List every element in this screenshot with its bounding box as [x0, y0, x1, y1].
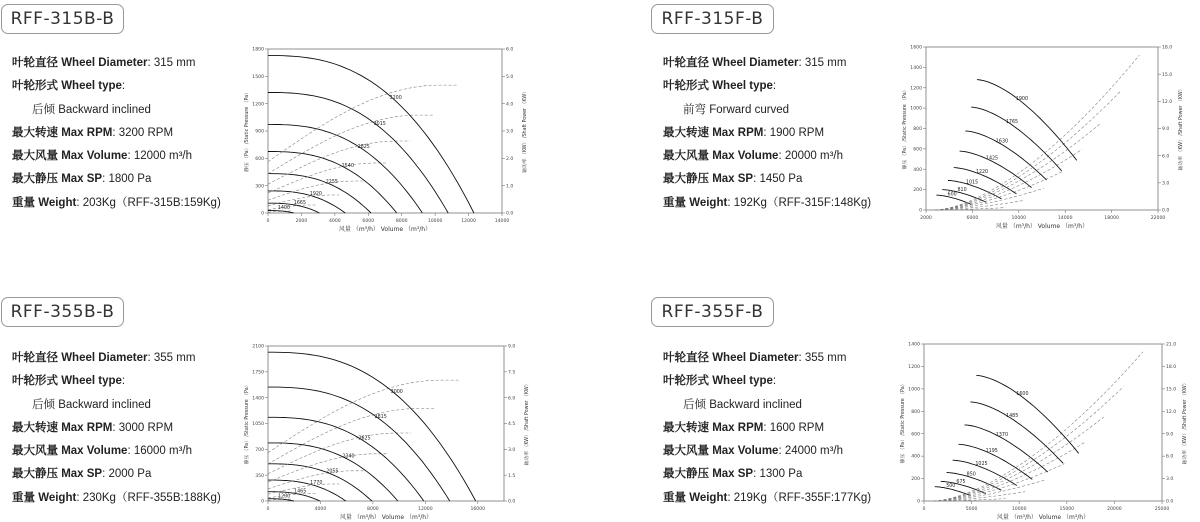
pressure-curve-1485 [970, 402, 1063, 463]
pressure-curve-1900 [977, 80, 1077, 161]
spec-value-max-rpm: 1900 RPM [769, 126, 825, 139]
curve-label-1015: 1015 [965, 180, 979, 186]
spec-label-max-volume: 最大风量 Max Volume [12, 445, 128, 458]
x-axis-title: 风量 （m³/h） Volume （m³/h） [996, 514, 1090, 521]
y-tick-label: 0 [261, 211, 264, 217]
spec-label-max-volume: 最大风量 Max Volume [12, 150, 128, 163]
spec-wheel-type: 叶轮形式 Wheel type: [663, 375, 777, 388]
power-curve-675 [934, 492, 1026, 501]
y2-tick-label: 1.5 [508, 473, 516, 479]
curve-label-2825: 2825 [357, 144, 370, 150]
x-tick-label: 10000 [1011, 507, 1027, 512]
spec-label-max-rpm: 最大转速 Max RPM [663, 421, 764, 434]
spec-value-wheel-type: 前弯 Forward curved [683, 103, 790, 116]
y2-tick-label: 0.0 [1162, 208, 1170, 214]
y-tick-label: 1600 [910, 45, 922, 51]
curve-label-3200: 3200 [389, 95, 402, 101]
curve-label-675: 675 [956, 479, 966, 485]
curve-label-1485: 1485 [1006, 414, 1019, 420]
spec-label-diameter: 叶轮直径 Wheel Diameter [663, 352, 799, 364]
curve-label-1920: 1920 [309, 192, 322, 198]
spec-diameter: 叶轮直径 Wheel Diameter: 315 mm [12, 57, 196, 69]
x-tick-label: 10000 [427, 219, 443, 224]
y-tick-label: 600 [911, 432, 920, 438]
y-tick-label: 800 [913, 127, 922, 133]
y-tick-label: 1050 [252, 422, 264, 428]
spec-label-max-sp: 最大静压 Max SP [12, 468, 103, 481]
curve-label-1765: 1765 [1005, 119, 1019, 125]
y2-tick-label: 15.0 [1166, 387, 1177, 393]
power-curve-1465 [268, 493, 316, 498]
pressure-curve-1765 [971, 107, 1061, 171]
curve-label-1200: 1200 [277, 494, 291, 500]
spec-label-max-sp: 最大静压 Max SP [12, 173, 103, 186]
spec-list [12, 347, 221, 510]
y-tick-label: 0 [261, 499, 264, 505]
spec-label-weight: 重量 Weight [663, 491, 728, 504]
curve-label-1600: 1600 [1016, 392, 1029, 398]
power-curve-850 [934, 480, 1045, 501]
y2-tick-label: 9.0 [1166, 432, 1174, 438]
y-axis-title: 静压 （Pa） /Static Pressure （Pa） [903, 87, 908, 170]
spec-wheel-type: 叶轮形式 Wheel type: [663, 80, 777, 93]
y2-tick-label: 9.0 [508, 344, 516, 350]
performance-chart [240, 40, 540, 235]
spec-label-diameter: 叶轮直径 Wheel Diameter [12, 352, 148, 364]
x-tick-label: 4000 [329, 219, 341, 224]
x-tick-label: 6000 [966, 216, 979, 221]
spec-value-diameter: 355 mm [153, 352, 196, 364]
y-tick-label: 1000 [908, 387, 920, 393]
curve-label-1630: 1630 [995, 139, 1009, 145]
spec-max-rpm: 最大转速 Max RPM: 3000 RPM [12, 421, 174, 434]
spec-label-wheel-type: 叶轮形式 Wheel type [663, 80, 773, 93]
spec-value-max-volume: 20000 m³/h [784, 150, 844, 163]
y2-tick-label: 4.5 [508, 422, 516, 428]
spec-max-volume: 最大风量 Max Volume: 24000 m³/h [663, 445, 844, 458]
power-curve-3000 [268, 380, 459, 453]
spec-weight: 重量 Weight: 230Kg（RFF-355B:188Kg) [12, 491, 221, 504]
fan-panel-rff-315f-b [600, 0, 1200, 261]
spec-weight: 重量 Weight: 203Kg（RFF-315B:159Kg) [12, 196, 221, 209]
y2-tick-label: 3.0 [506, 129, 514, 135]
spec-value-max-sp: 1800 Pa [108, 173, 152, 186]
spec-value-max-volume: 24000 m³/h [784, 445, 844, 458]
x-tick-label: 6000 [362, 219, 375, 224]
y2-tick-label: 6.0 [1166, 454, 1174, 460]
y-axis-title: 静压 （Pa） /Static Pressure （Pa） [245, 382, 250, 465]
spec-label-wheel-type: 叶轮形式 Wheel type [12, 375, 122, 388]
y-tick-label: 1800 [252, 47, 264, 53]
spec-max-sp: 最大静压 Max SP: 1300 Pa [663, 468, 803, 481]
y-tick-label: 350 [255, 473, 264, 479]
power-curve-1665 [268, 205, 315, 210]
spec-label-max-rpm: 最大转速 Max RPM [663, 126, 764, 139]
x-tick-label: 14000 [494, 219, 510, 224]
spec-max-volume: 最大风量 Max Volume: 12000 m³/h [12, 150, 193, 163]
curve-label-2340: 2340 [342, 454, 355, 460]
spec-label-max-sp: 最大静压 Max SP [663, 173, 754, 186]
curve-label-1400: 1400 [277, 206, 291, 212]
x-tick-label: 25000 [1154, 507, 1170, 512]
y2-tick-label: 2.0 [506, 156, 514, 162]
y-tick-label: 1200 [252, 102, 264, 108]
curve-label-2625: 2625 [358, 436, 371, 442]
curve-label-500: 500 [946, 484, 956, 490]
model-title: RFF-315B-B [1, 4, 124, 34]
power-curve-1600 [934, 352, 1144, 501]
curve-label-1195: 1195 [985, 449, 998, 455]
y2-tick-label: 0.0 [506, 211, 514, 217]
spec-label-max-rpm: 最大转速 Max RPM [12, 126, 113, 139]
pressure-curve-3200 [268, 56, 474, 213]
power-curve-2625 [268, 433, 411, 474]
y-tick-label: 600 [255, 156, 264, 162]
spec-value-max-rpm: 1600 RPM [769, 421, 825, 434]
x-tick-label: 18000 [1104, 216, 1119, 221]
spec-label-max-volume: 最大风量 Max Volume [663, 150, 779, 163]
power-curve-1900 [935, 55, 1139, 210]
spec-value-diameter: 355 mm [804, 352, 847, 364]
spec-list [12, 52, 221, 215]
spec-max-volume: 最大风量 Max Volume: 20000 m³/h [663, 150, 844, 163]
spec-diameter: 叶轮直径 Wheel Diameter: 315 mm [663, 57, 847, 69]
y2-tick-label: 9.0 [1162, 127, 1170, 133]
y-tick-label: 800 [911, 409, 920, 415]
plot-frame [924, 344, 1162, 501]
spec-max-rpm: 最大转速 Max RPM: 3200 RPM [12, 126, 174, 139]
y2-tick-label: 4.0 [506, 102, 514, 108]
x-axis-title: 风量 （m³/h） Volume （m³/h） [339, 514, 433, 521]
curve-label-1425: 1425 [985, 156, 999, 162]
spec-value-max-sp: 1450 Pa [759, 173, 803, 186]
x-tick-label: 2000 [295, 219, 308, 224]
fan-panel-rff-315b-b [0, 0, 600, 261]
y-axis-title: 静压 （Pa） /Static Pressure （Pa） [245, 90, 250, 172]
y-tick-label: 1200 [908, 365, 920, 371]
x-tick-label: 16000 [470, 507, 486, 512]
curve-label-600: 600 [947, 192, 957, 198]
y-tick-label: 700 [255, 447, 264, 453]
spec-diameter: 叶轮直径 Wheel Diameter: 355 mm [663, 352, 847, 364]
y-tick-label: 200 [911, 477, 920, 483]
pressure-curve-3000 [268, 352, 476, 501]
spec-wheel-type: 叶轮形式 Wheel type: [12, 80, 126, 93]
y2-tick-label: 0.0 [508, 499, 516, 505]
x-tick-label: 14000 [1057, 216, 1073, 221]
x-tick-label: 8000 [367, 507, 379, 512]
y-axis-title: 静压 （Pa） /Static Pressure （Pa） [901, 381, 906, 464]
spec-max-sp: 最大静压 Max SP: 1800 Pa [12, 173, 152, 186]
y-tick-label: 600 [913, 147, 922, 153]
y2-axis-title: 轴功率 （KW） /Shaft Power （KW） [523, 89, 528, 173]
spec-label-weight: 重量 Weight [663, 196, 728, 209]
y2-axis-title: 轴功率 （KW） /Shaft Power （KW） [525, 381, 530, 466]
fan-panel-rff-355b-b [0, 261, 600, 522]
spec-max-volume: 最大风量 Max Volume: 16000 m³/h [12, 445, 193, 458]
curve-label-1370: 1370 [995, 433, 1009, 439]
y-tick-label: 1200 [910, 86, 922, 92]
spec-value-max-rpm: 3200 RPM [118, 126, 174, 139]
x-tick-label: 22000 [1150, 216, 1166, 221]
spec-value-wheel-type: 后倾 Backward inclined [32, 398, 151, 411]
y2-tick-label: 7.5 [508, 370, 516, 376]
power-curve-2540 [268, 163, 386, 193]
y-tick-label: 1400 [910, 65, 922, 71]
y2-axis-title: 轴功率 （KW） /Shaft Power （KW） [1183, 380, 1188, 465]
y-tick-label: 400 [913, 167, 922, 173]
curve-label-2255: 2255 [325, 179, 338, 185]
spec-max-sp: 最大静压 Max SP: 1450 Pa [663, 173, 803, 186]
y2-tick-label: 12.0 [1162, 99, 1173, 105]
spec-label-max-sp: 最大静压 Max SP [663, 468, 754, 481]
x-axis-title: 风量 （m³/h） Volume （m³/h） [338, 226, 432, 233]
y2-tick-label: 3.0 [508, 447, 516, 453]
spec-value-weight: 203Kg（RFF-315B:159Kg) [82, 196, 221, 209]
y-tick-label: 1750 [252, 370, 264, 376]
curve-label-1665: 1665 [293, 200, 307, 206]
spec-value-diameter: 315 mm [153, 57, 196, 69]
y2-tick-label: 12.0 [1166, 409, 1177, 415]
spec-value-wheel-type: 后倾 Backward inclined [683, 398, 802, 411]
x-tick-label: 12000 [461, 219, 476, 224]
x-axis-title: 风量 （m³/h） Volume （m³/h） [995, 223, 1089, 230]
y2-axis-title: 轴功率 （KW） /Shaft Power （KW） [1179, 86, 1184, 171]
y2-tick-label: 0.0 [1166, 499, 1174, 505]
spec-label-wheel-type: 叶轮形式 Wheel type [12, 80, 122, 93]
performance-chart [240, 337, 542, 522]
spec-list [663, 347, 871, 510]
y2-tick-label: 5.0 [506, 74, 514, 80]
performance-chart [896, 335, 1200, 522]
curve-label-1900: 1900 [1015, 97, 1029, 103]
y-tick-label: 0 [919, 208, 922, 214]
model-title: RFF-355B-B [1, 297, 124, 327]
y2-tick-label: 6.0 [1162, 154, 1170, 160]
spec-label-max-volume: 最大风量 Max Volume [663, 445, 779, 458]
power-curve-2825 [268, 141, 410, 184]
power-curve-2340 [268, 454, 387, 482]
spec-value-max-sp: 2000 Pa [108, 468, 152, 481]
pressure-curve-1600 [976, 375, 1078, 453]
spec-value-diameter: 315 mm [804, 57, 847, 69]
spec-value-weight: 230Kg（RFF-355B:188Kg) [82, 491, 221, 504]
spec-label-max-rpm: 最大转速 Max RPM [12, 421, 113, 434]
fan-panel-rff-355f-b [600, 261, 1200, 522]
y-tick-label: 1500 [252, 74, 264, 80]
x-tick-label: 4000 [314, 507, 327, 512]
y-tick-label: 900 [255, 129, 264, 135]
spec-max-sp: 最大静压 Max SP: 2000 Pa [12, 468, 152, 481]
model-title: RFF-315F-B [651, 4, 774, 34]
plot-frame [268, 49, 502, 213]
x-tick-label: 15000 [1059, 507, 1075, 512]
model-title: RFF-355F-B [651, 297, 774, 327]
x-tick-label: 2000 [920, 216, 932, 221]
spec-label-diameter: 叶轮直径 Wheel Diameter [12, 57, 148, 69]
y2-tick-label: 15.0 [1162, 72, 1173, 78]
y-tick-label: 1000 [910, 106, 922, 112]
y-tick-label: 200 [913, 188, 922, 194]
curve-label-2540: 2540 [341, 164, 354, 170]
y-tick-label: 2100 [252, 344, 264, 350]
plot-frame [268, 346, 504, 501]
spec-label-wheel-type: 叶轮形式 Wheel type [663, 375, 773, 388]
spec-weight: 重量 Weight: 219Kg（RFF-355F:177Kg) [663, 491, 872, 504]
spec-value-max-volume: 16000 m³/h [133, 445, 193, 458]
x-tick-label: 0 [266, 219, 270, 224]
power-curve-1370 [934, 417, 1104, 501]
performance-chart [898, 38, 1196, 232]
curve-label-1465: 1465 [294, 489, 307, 495]
y2-tick-label: 18.0 [1166, 365, 1177, 371]
spec-max-rpm: 最大转速 Max RPM: 1600 RPM [663, 421, 825, 434]
power-curve-1630 [935, 123, 1101, 210]
y-tick-label: 300 [255, 184, 264, 190]
y2-tick-label: 21.0 [1166, 342, 1177, 348]
spec-label-diameter: 叶轮直径 Wheel Diameter [663, 57, 799, 69]
curve-label-2815: 2815 [374, 414, 387, 420]
spec-value-max-sp: 1300 Pa [759, 468, 803, 481]
x-tick-label: 10000 [1011, 216, 1027, 221]
curve-label-810: 810 [957, 188, 967, 194]
x-tick-label: 0 [922, 507, 926, 512]
x-tick-label: 0 [266, 507, 270, 512]
spec-value-max-volume: 12000 m³/h [133, 150, 193, 163]
curve-label-3000: 3000 [390, 390, 403, 396]
y2-tick-label: 18.0 [1162, 45, 1173, 51]
y-tick-label: 400 [911, 454, 920, 460]
plot-frame [926, 47, 1158, 210]
power-curve-810 [935, 200, 1024, 210]
spec-value-weight: 192Kg（RFF-315F:148Kg) [733, 196, 872, 209]
y2-tick-label: 1.0 [506, 184, 514, 190]
curve-label-1220: 1220 [975, 169, 989, 175]
y2-tick-label: 6.0 [508, 396, 516, 402]
y-tick-label: 1400 [908, 342, 920, 348]
spec-label-weight: 重量 Weight [12, 196, 77, 209]
spec-wheel-type: 叶轮形式 Wheel type: [12, 375, 126, 388]
curve-label-3015: 3015 [373, 122, 386, 128]
spec-label-weight: 重量 Weight [12, 491, 77, 504]
x-tick-label: 8000 [395, 219, 408, 224]
y2-tick-label: 6.0 [506, 47, 514, 53]
spec-weight: 重量 Weight: 192Kg（RFF-315F:148Kg) [663, 196, 872, 209]
spec-value-wheel-type: 后倾 Backward inclined [32, 103, 151, 116]
y-tick-label: 1400 [252, 396, 264, 402]
power-curve-3200 [268, 85, 457, 162]
x-tick-label: 5000 [965, 507, 978, 512]
spec-diameter: 叶轮直径 Wheel Diameter: 355 mm [12, 352, 196, 364]
curve-label-1025: 1025 [975, 462, 988, 468]
spec-list [663, 52, 871, 215]
spec-value-weight: 219Kg（RFF-355F:177Kg) [733, 491, 872, 504]
x-tick-label: 20000 [1107, 507, 1122, 512]
y2-tick-label: 3.0 [1166, 477, 1174, 483]
spec-value-max-rpm: 3000 RPM [118, 421, 174, 434]
curve-label-1770: 1770 [310, 481, 323, 487]
spec-max-rpm: 最大转速 Max RPM: 1900 RPM [663, 126, 825, 139]
x-tick-label: 12000 [418, 507, 433, 512]
y-tick-label: 0 [917, 499, 920, 505]
curve-label-850: 850 [966, 472, 976, 478]
curve-label-2055: 2055 [326, 469, 339, 475]
y2-tick-label: 3.0 [1162, 181, 1170, 187]
